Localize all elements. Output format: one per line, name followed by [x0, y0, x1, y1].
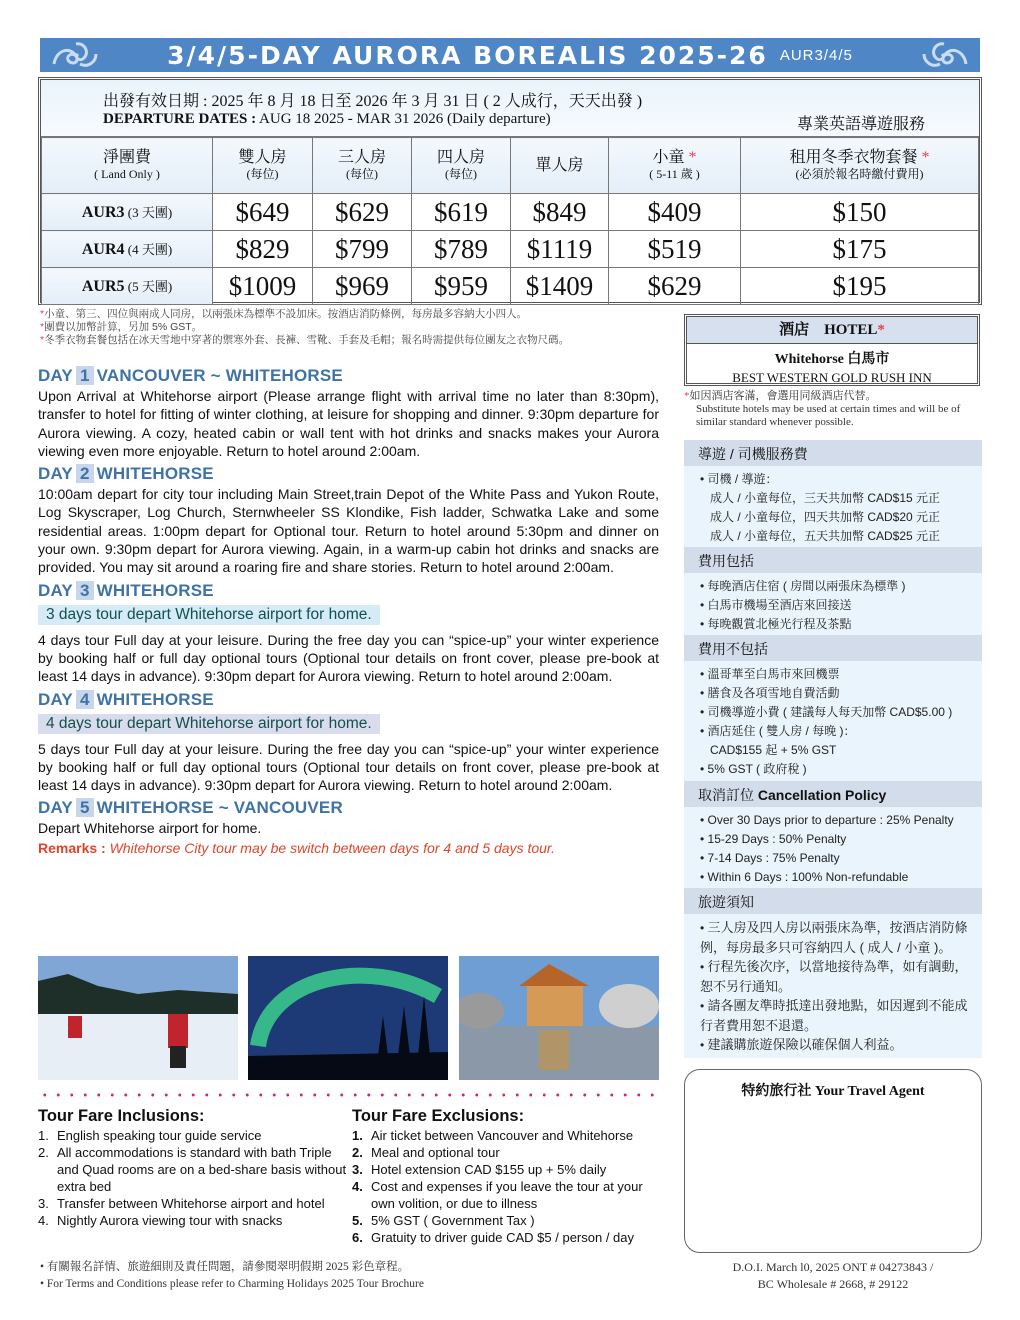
- col-header: 三人房 (每位): [313, 138, 412, 194]
- price-cell: $619: [412, 194, 511, 231]
- list-item: CAD$155 起 + 5% GST: [710, 743, 837, 757]
- list-item: • 請各團友準時抵達出發地點，如因遲到不能成行者費用恕不退還。: [700, 996, 968, 1035]
- guide-service: 專業英語導遊服務: [796, 116, 925, 133]
- price-cell: $150: [741, 194, 979, 231]
- dotted-divider: [38, 1092, 659, 1098]
- list-item: • 司機導遊小費 ( 建議每人每天加幣 CAD$5.00 ): [700, 703, 968, 722]
- list-item: • 膳食及各項雪地自費活動: [700, 684, 968, 703]
- list-item: 2. Meal and optional tour: [352, 1145, 500, 1160]
- day-description: 4 days tour Full day at your leisure. During the free day you can “spice-up” your winter experience by booking half or full day optional tours (Optional tour details on front cover, please pre-book at least 14 days in advance). 9:30pm depart for Aurora viewing. Return to hotel around 2:00am.: [38, 631, 659, 685]
- hotel-box: [684, 314, 980, 386]
- day-heading: DAY 3 WHITEHORSE: [38, 580, 214, 600]
- price-cell: $829: [213, 231, 313, 268]
- price-table-header: [42, 138, 979, 194]
- section-heading: 旅遊須知: [684, 888, 982, 914]
- day-heading: DAY 5 WHITEHORSE ~ VANCOUVER: [38, 798, 343, 818]
- list-item: • 建議購旅遊保險以確保個人利益。: [700, 1035, 968, 1055]
- license-line: BC Wholesale # 2668, # 29122: [757, 1277, 909, 1291]
- price-table: [41, 137, 979, 305]
- list-item: 成人 / 小童每位，五天共加幣 CAD$25 元正: [710, 529, 941, 543]
- hotel-header: 酒店 HOTEL*: [687, 317, 977, 344]
- list-item: • 行程先後次序，以當地接待為準，如有調動，恕不另行通知。: [700, 957, 968, 996]
- departure-value: AUG 18 2025 - MAR 31 2026 (Daily departure): [256, 111, 551, 127]
- day-description: Depart Whitehorse airport for home.: [38, 820, 262, 837]
- section-heading: 費用包括: [684, 547, 982, 573]
- list-item: 1. English speaking tour guide service: [38, 1128, 262, 1143]
- photo-strip: [38, 956, 659, 1080]
- hotel-note: *如因酒店客滿，會選用同級酒店代替。 Substitute hotels may be used at certain times and will be of similar standard whenever possible.: [684, 390, 961, 428]
- list-item: 6. Gratuity to driver guide CAD $5 / person / day: [352, 1230, 635, 1245]
- price-cell: $519: [609, 231, 741, 268]
- list-item: • 溫哥華至白馬市來回機票: [700, 665, 968, 684]
- hot-springs-building-photo: [459, 956, 659, 1080]
- travel-agent-box: [684, 1069, 982, 1253]
- section-heading: 費用不包括: [684, 635, 982, 661]
- price-cell: $799: [313, 231, 412, 268]
- list-item: • 三人房及四人房以兩張床為準，按酒店消防條例，每房最多只可容納四人 ( 成人 / 小童 )。: [700, 918, 968, 957]
- price-cell: $195: [741, 268, 979, 305]
- tour-code-cell: AUR5 (5 天團): [42, 268, 213, 305]
- col-header: 淨團費 ( Land Only ): [42, 138, 213, 194]
- cancellation-section: [684, 781, 982, 893]
- list-item: 3. Transfer between Whitehorse airport and hotel: [38, 1196, 325, 1211]
- list-item: 2. All accommodations is standard with bath Triple and Quad rooms are on a bed-share basis without extra bed: [38, 1145, 347, 1194]
- list-item: • Within 6 Days : 100% Non-refundable: [700, 868, 968, 887]
- col-header: 單人房: [511, 138, 609, 194]
- tour-code-cell: AUR4 (4 天團): [42, 231, 213, 268]
- price-cell: $849: [511, 194, 609, 231]
- tour-fare-exclusions: [352, 1108, 662, 1246]
- remarks: Remarks : Whitehorse City tour may be switch between days for 4 and 5 days tour.: [38, 839, 555, 856]
- price-cell: $175: [741, 231, 979, 268]
- exclusions-title: Tour Fare Exclusions:: [352, 1107, 525, 1125]
- price-cell: $1409: [511, 268, 609, 305]
- note-item: *小童、第三、四位與兩成人同房，以兩張床為標準不設加床。按酒店消防條例，每房最多容納大小四人。: [40, 308, 528, 320]
- day-description: Upon Arrival at Whitehorse airport (Please arrange flight with arrival time no later than 8:30pm), transfer to hotel for fitting of winter clothing, at leisure for shopping and dinner. 9:30pm departure for Aurora viewing. A cozy, heated cabin or wall tent with hot drinks and snacks makes your Aurora viewing even more enjoyable. Return to hotel around 2:00am.: [38, 388, 659, 459]
- price-notes: [40, 308, 569, 347]
- list-item: • 白馬市機場至酒店來回接送: [700, 596, 968, 615]
- list-item: • 5% GST ( 政府稅 ): [700, 760, 968, 779]
- day-highlight: 4 days tour depart Whitehorse airport for home.: [38, 714, 380, 734]
- note-item: *冬季衣物套餐包括在冰天雪地中穿著的禦寒外套、長褲、雪靴、手套及毛帽；報名時需提供每位團友之衣物尺碼。: [40, 334, 570, 346]
- inclusions-title: Tour Fare Inclusions:: [38, 1107, 205, 1125]
- list-item: 4. Cost and expenses if you leave the tour at your own volition, or due to illness: [352, 1179, 643, 1211]
- departure-info: [41, 80, 979, 137]
- travel-notice-section: [684, 888, 982, 1058]
- day-heading: DAY 1 VANCOUVER ~ WHITEHORSE: [38, 366, 343, 385]
- list-item: • 每晚酒店住宿 ( 房間以兩張床為標準 ): [700, 577, 968, 596]
- includes-section: [684, 547, 982, 640]
- price-cell: $1119: [511, 231, 609, 268]
- departure-label: DEPARTURE DATES :: [103, 111, 257, 127]
- list-item: • Over 30 Days prior to departure : 25% Penalty: [700, 811, 968, 830]
- price-cell: $959: [412, 268, 511, 305]
- list-item: 成人 / 小童每位，三天共加幣 CAD$15 元正: [710, 491, 941, 505]
- list-item: • 7-14 Days : 75% Penalty: [700, 849, 968, 868]
- section-heading: 導遊 / 司機服務費: [684, 440, 982, 466]
- doi-info: [684, 1259, 982, 1293]
- list-item: 5. 5% GST ( Government Tax ): [352, 1213, 535, 1228]
- page-title: 3/4/5-DAY AURORA BOREALIS 2025-26: [167, 40, 768, 70]
- hotel-name: BEST WESTERN GOLD RUSH INN: [732, 370, 932, 385]
- price-cell: $629: [313, 194, 412, 231]
- tour-code: AUR3/4/5: [779, 46, 853, 64]
- price-box: [38, 77, 982, 305]
- footer-notes: [40, 1259, 424, 1293]
- ornament-right-icon: [920, 40, 970, 70]
- price-cell: $649: [213, 194, 313, 231]
- col-header: 雙人房 (每位): [213, 138, 313, 194]
- itinerary: [38, 364, 659, 856]
- col-header: 租用冬季衣物套餐 * (必須於報名時繳付費用): [741, 138, 979, 194]
- list-item: 成人 / 小童每位，四天共加幣 CAD$20 元正: [710, 510, 941, 524]
- section-heading: 取消訂位 Cancellation Policy: [684, 781, 982, 807]
- departure-zh: 出發有效日期 : 2025 年 8 月 18 日至 2026 年 3 月 31 日 ( 2 人成行，天天出發 ): [103, 93, 643, 110]
- col-header: 四人房 (每位): [412, 138, 511, 194]
- list-item: 4. Nightly Aurora viewing tour with snacks: [38, 1213, 283, 1228]
- hotel-city: Whitehorse 白馬市: [774, 352, 890, 367]
- price-cell: $789: [412, 231, 511, 268]
- doi-line: D.O.I. March l0, 2025 ONT # 04273843 /: [732, 1260, 934, 1274]
- day-highlight: 3 days tour depart Whitehorse airport for home.: [38, 605, 380, 625]
- day-heading: DAY 4 WHITEHORSE: [38, 689, 214, 709]
- table-row: [42, 194, 979, 231]
- list-item: • 司機 / 導遊：: [700, 470, 968, 489]
- day-description: 5 days tour Full day at your leisure. During the free day you can “spice-up” your winter experience by booking half or full day optional tours (Optional tour details on front cover, please pre-book at least 14 days in advance). 9:30pm depart for Aurora viewing. Return to hotel around 2:00am.: [38, 740, 659, 794]
- list-item: • 酒店延住 ( 雙人房 / 每晚 )：: [700, 722, 968, 741]
- departure-en: [103, 111, 551, 128]
- col-header: 小童 * ( 5-11 歲 ): [609, 138, 741, 194]
- price-cell: $969: [313, 268, 412, 305]
- excludes-section: [684, 635, 982, 785]
- table-row: [42, 268, 979, 305]
- aurora-photo: [248, 956, 448, 1080]
- list-item: • 15-29 Days : 50% Penalty: [700, 830, 968, 849]
- travel-agent-title: 特約旅行社 Your Travel Agent: [741, 1084, 925, 1099]
- list-item: • 每晚觀賞北極光行程及茶點: [700, 615, 968, 634]
- title-banner: [40, 38, 980, 72]
- price-cell: $1009: [213, 268, 313, 305]
- day-description: 10:00am depart for city tour including Main Street,train Depot of the White Pass and Yukon Route, Log Skyscraper, Log Church, Sternwheeler SS Klondike, Fish ladder, Schwatka Lake and some residential areas. 1:00pm depart for Optional tour. Return to hotel around 5:30pm and dinner on your own. 9:30pm depart for Aurora viewing. Again, in a warm-up cabin hot drinks and snacks are provided. You may sit around a roaring fire and share stories. Return to hotel around 2:00am.: [38, 486, 659, 576]
- ice-fishing-photo: [38, 956, 238, 1080]
- list-item: 1. Air ticket between Vancouver and Whitehorse: [352, 1128, 634, 1143]
- day-heading: DAY 2 WHITEHORSE: [38, 464, 214, 484]
- note-item: *團費以加幣計算，另加 5% GST。: [40, 321, 203, 333]
- footer-line: • 有關報名詳情、旅遊細則及責任問題，請參閱翠明假期 2025 彩色章程。: [40, 1261, 410, 1273]
- price-cell: $409: [609, 194, 741, 231]
- table-row: [42, 231, 979, 268]
- tour-fare-inclusions: [38, 1108, 348, 1229]
- ornament-left-icon: [50, 40, 100, 70]
- list-item: 3. Hotel extension CAD $155 up + 5% daily: [352, 1162, 607, 1177]
- footer-line: • For Terms and Conditions please refer to Charming Holidays 2025 Tour Brochure: [40, 1278, 424, 1290]
- tour-code-cell: AUR3 (3 天團): [42, 194, 213, 231]
- price-cell: $629: [609, 268, 741, 305]
- guide-fee-section: [684, 440, 982, 552]
